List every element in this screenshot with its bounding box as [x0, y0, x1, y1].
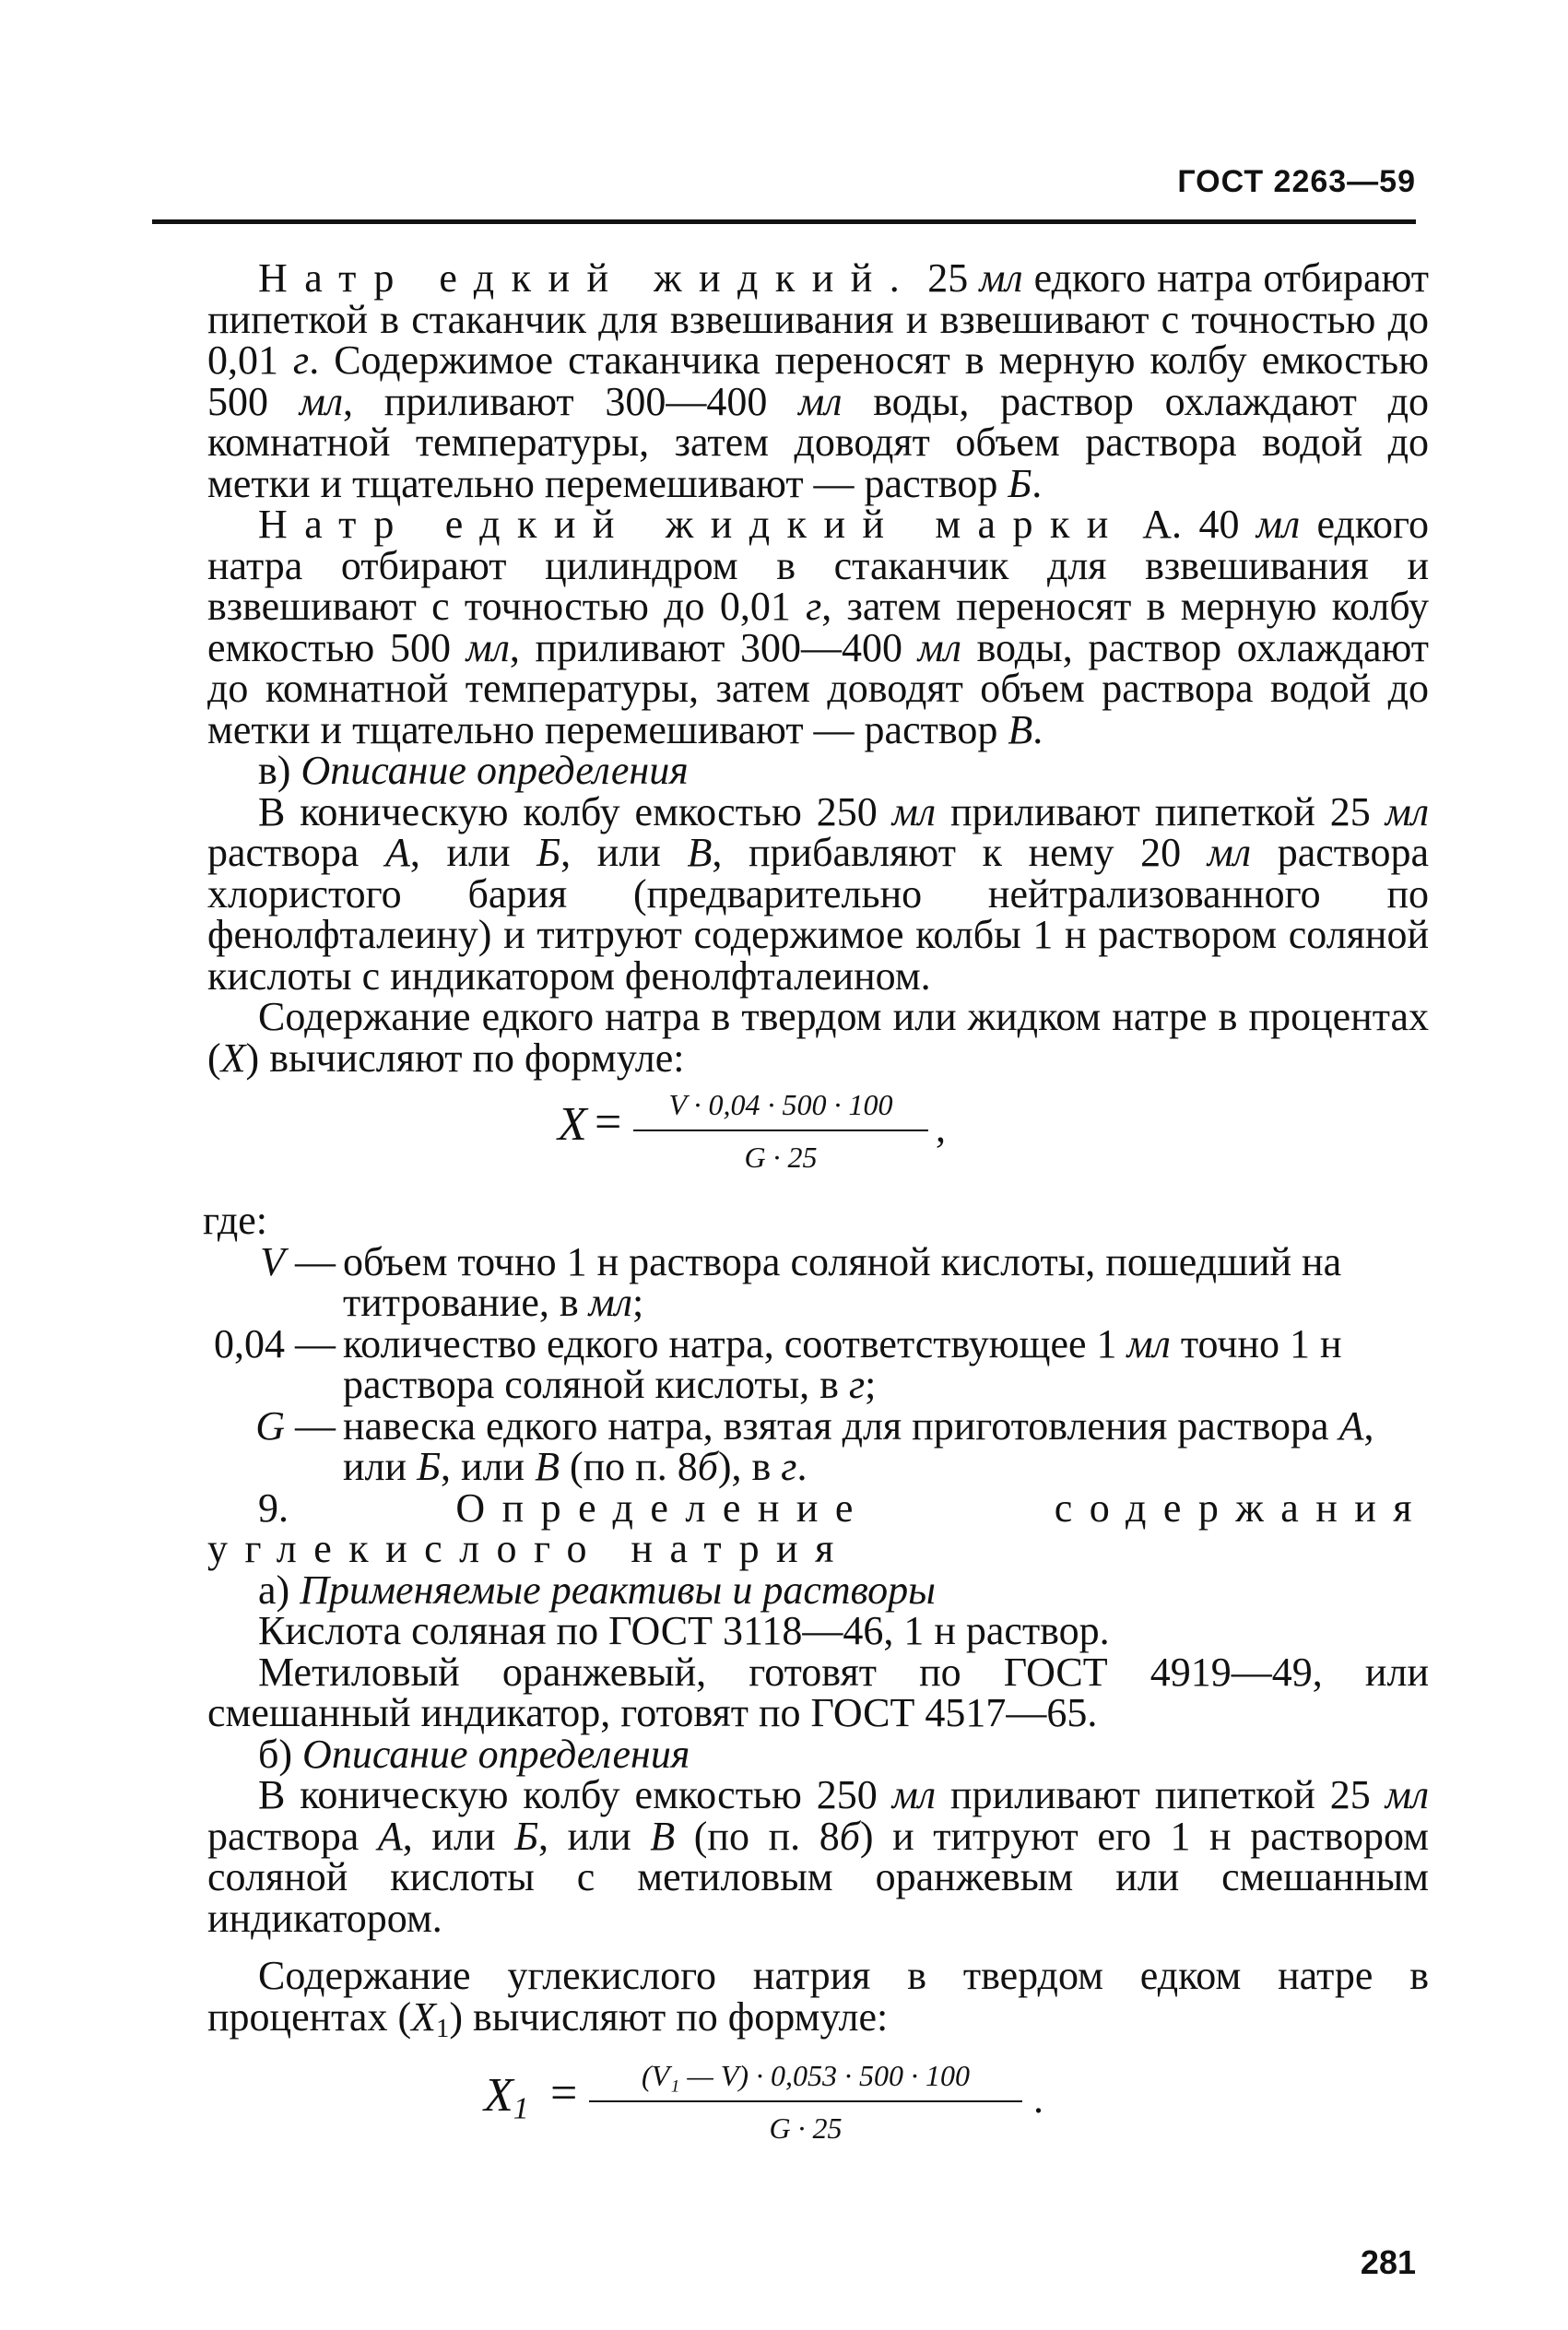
run: приливают пипеткой 25: [936, 1772, 1385, 1817]
run: , прибавляют к нему 20: [712, 830, 1208, 875]
run: ) вычисляют по формуле:: [245, 1035, 685, 1081]
section-heading-9: [207, 1484, 1430, 1571]
run: В коническую колбу емкостью 250: [258, 788, 892, 834]
unit: В: [1008, 706, 1033, 752]
variable: X: [411, 1993, 437, 2040]
header-rule: [152, 219, 1416, 224]
definition-text: количество едкого натра, соответствующее 1: [343, 1320, 1127, 1366]
unit: Б: [514, 1813, 539, 1859]
run: , или: [409, 830, 537, 875]
run: А. 40: [1125, 502, 1256, 547]
run: , или: [538, 1813, 651, 1859]
unit: мл: [1385, 788, 1430, 834]
formula-lhs: X: [558, 1098, 587, 1151]
paragraph-na2co3-content: [207, 1953, 1429, 2050]
unit: мл: [979, 255, 1023, 301]
run: Содержание едкого натра в твердом или жидком натре в процентах (: [207, 994, 1429, 1081]
run: , затем переносят в мерную колбу емкостью 500: [207, 584, 1429, 670]
section-title: Определение содержания углекислого натрия: [207, 1484, 1430, 1571]
document-id: ГОСТ 2263—59: [1177, 164, 1416, 199]
unit: мл: [588, 1280, 632, 1325]
run: едкого натра отбирают цилиндром в стаканчик для взвешивания и взвешивают с точностью до 0,01: [207, 502, 1429, 629]
definition-symbol: 0,04 —: [214, 1320, 336, 1366]
formula-denominator: G · 25: [769, 2111, 843, 2145]
subheading-title: Описание определения: [301, 748, 689, 793]
run: ) и титруют его 1 н раствором соляной кислоты с метиловым оранжевым или смешанным индикатором.: [207, 1813, 1429, 1941]
formula-punctuation: .: [1033, 2076, 1043, 2123]
unit: мл: [1385, 1772, 1430, 1817]
run: приливают пипеткой 25: [936, 788, 1385, 834]
unit: А: [384, 830, 410, 875]
run-lead: Натр едкий жидкий.: [258, 255, 917, 301]
subheading-title: Описание определения: [302, 1731, 690, 1777]
definition-text: объем точно 1 н раствора соляной кислоты, пошедший на титрование, в: [343, 1238, 1342, 1325]
page-number: 281: [1360, 2243, 1416, 2281]
subheading-description: [207, 748, 1429, 793]
unit: мл: [466, 624, 510, 670]
paragraph-titration: [207, 788, 1430, 999]
unit: мл: [891, 788, 937, 834]
formula-numerator: (V₁ — V) · 0,053 · 500 · 100: [642, 2059, 970, 2093]
formula-denominator: G · 25: [744, 1140, 818, 1174]
subheading-description-2: [207, 1731, 1429, 1777]
section-number: 9.: [258, 1484, 289, 1531]
where-label: где:: [203, 1198, 267, 1243]
unit: В: [650, 1813, 676, 1859]
unit: г: [806, 584, 822, 629]
subheading-marker: б): [258, 1731, 303, 1777]
subheading-title: Применяемые реактивы и растворы: [300, 1567, 936, 1613]
formula-na2co3: [207, 2055, 1429, 2147]
run: Содержание углекислого натрия в твердом едком натре в процентах (: [207, 1953, 1429, 2040]
unit: б: [839, 1813, 860, 1859]
definition-item: G — навеска едкого натра, взятая для приготовления раствора А, или Б, или В (по п. 8б), в г.: [255, 1402, 1374, 1489]
formula-equals: =: [595, 1096, 622, 1149]
unit: мл: [1256, 502, 1301, 547]
unit: мл: [891, 1772, 937, 1817]
definition-symbol: G —: [255, 1402, 336, 1449]
subheading-marker: в): [258, 748, 301, 793]
formula-lhs: $X_1$: [484, 2069, 529, 2126]
definition-item: 0,04 — количество едкого натра, соответствующее 1 мл точно 1 н раствора соляной кислоты, в г;: [214, 1320, 1342, 1407]
run: раствора хлористого бария (предварительно нейтрализованного по фенолфталеину) и титруют содержимое колбы 1 н раствором соляной кислоты с индикатором фенолфталеином.: [207, 830, 1429, 999]
run: . Содержимое стаканчика переносят в мерную колбу емкостью 500: [207, 337, 1429, 424]
paragraph-liquid-naoh: [207, 255, 1430, 506]
run: воды, раствор охлаждают до комнатной температуры, затем доводят объем раствора водой до метки и тщательно перемешивают — раствор: [207, 624, 1429, 752]
unit: мл: [1207, 830, 1252, 875]
run: , приливают 300—400: [343, 378, 799, 424]
formula-naoh: [207, 1084, 1429, 1177]
paragraph-indicator: Метиловый оранжевый, готовят по ГОСТ 4919—49, или смешанный индикатор, готовят по ГОСТ 4517—65.: [207, 1649, 1429, 1735]
paragraph-liquid-naoh-grade-a: [207, 504, 1429, 751]
unit: мл: [798, 378, 843, 424]
formula-fraction: [633, 1084, 928, 1177]
subheading-reagents: [207, 1567, 1429, 1613]
subheading-marker: а): [258, 1567, 301, 1613]
unit: мл: [917, 624, 961, 670]
unit: Б: [1008, 460, 1032, 506]
unit: мл: [1126, 1320, 1171, 1366]
formula-punctuation: ,: [936, 1106, 946, 1151]
formula-equals: =: [550, 2067, 578, 2121]
run: .: [1032, 460, 1043, 506]
run-lead: Натр едкий жидкий марки: [258, 502, 1126, 547]
variable: X: [220, 1035, 246, 1081]
run: , приливают 300—400: [509, 624, 918, 670]
run: едкого натра отбирают пипеткой в стаканчик для взвешивания и взвешивают с точностью до 0,01: [207, 255, 1430, 383]
formula-numerator: V · 0,04 · 500 · 100: [668, 1088, 893, 1121]
run: (по п. 8: [675, 1813, 840, 1859]
paragraph-naoh-content: [207, 994, 1429, 1081]
page-header: [152, 164, 1416, 212]
page-body: [203, 255, 1430, 2171]
formula-lhs-subscript: 1: [513, 2091, 529, 2126]
run: раствора: [207, 830, 385, 875]
run: ) вычисляют по формуле:: [449, 1993, 889, 2040]
unit: А: [377, 1813, 403, 1859]
unit: В: [687, 830, 713, 875]
run: .: [1032, 706, 1043, 752]
unit: г: [293, 337, 310, 383]
unit: мл: [299, 378, 344, 424]
variable-definitions: [207, 1238, 1429, 1489]
run: 25: [916, 255, 980, 301]
run: В коническую колбу емкостью 250: [258, 1772, 892, 1817]
unit: Б: [536, 830, 561, 875]
run: , или: [402, 1813, 515, 1859]
run: воды, раствор охлаждают до комнатной температуры, затем доводят объем раствора водой до метки и тщательно перемешивают — раствор: [207, 378, 1430, 506]
unit: г: [848, 1362, 866, 1407]
definition-symbol: V —: [260, 1238, 336, 1284]
paragraph-acid: Кислота соляная по ГОСТ 3118—46, 1 н раствор.: [258, 1608, 1110, 1653]
run: раствора: [207, 1813, 378, 1859]
variable-subscript: 1: [436, 2014, 450, 2043]
run: , или: [560, 830, 688, 875]
definition-item: V — объем точно 1 н раствора соляной кислоты, пошедший на титрование, в мл;: [260, 1238, 1342, 1325]
definition-text: навеска едкого натра, взятая для приготовления раствора: [343, 1402, 1339, 1449]
formula-fraction: [589, 2055, 1022, 2148]
paragraph-titration-2: [207, 1772, 1430, 1941]
